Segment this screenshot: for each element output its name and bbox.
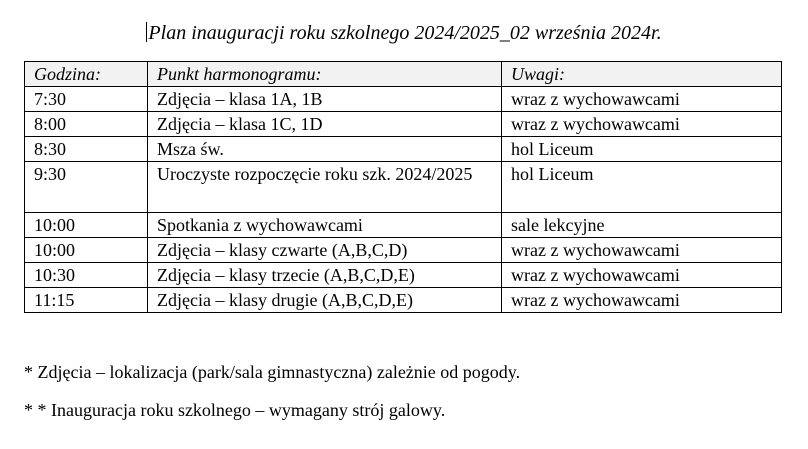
cell-time: 8:00 <box>25 112 148 137</box>
cell-note: hol Liceum <box>502 137 782 162</box>
cell-item: Zdjęcia – klasa 1C, 1D <box>148 112 502 137</box>
cell-time: 7:30 <box>25 87 148 112</box>
cell-time: 9:30 <box>25 162 148 213</box>
table-row <box>25 288 782 313</box>
table-row <box>25 213 782 238</box>
header-time: Godzina: <box>25 62 148 87</box>
cell-time: 10:00 <box>25 238 148 263</box>
table-row <box>25 112 782 137</box>
cell-note: wraz z wychowawcami <box>502 288 782 313</box>
cell-time: 10:30 <box>25 263 148 288</box>
document-title <box>0 19 808 47</box>
cell-item: Spotkania z wychowawcami <box>148 213 502 238</box>
cell-item: Zdjęcia – klasy trzecie (A,B,C,D,E) <box>148 263 502 288</box>
document-title-text: Plan inauguracji roku szkolnego 2024/2025_02 września 2024r. <box>148 22 662 44</box>
cell-time: 11:15 <box>25 288 148 313</box>
cell-note: hol Liceum <box>502 162 782 213</box>
table-row <box>25 87 782 112</box>
footnote-dress-code: * * Inauguracja roku szkolnego – wymagany strój galowy. <box>24 400 446 420</box>
cell-time: 8:30 <box>25 137 148 162</box>
table-header-row <box>25 62 782 87</box>
cell-item: Zdjęcia – klasa 1A, 1B <box>148 87 502 112</box>
schedule-table <box>24 61 782 313</box>
cell-item: Uroczyste rozpoczęcie roku szk. 2024/2025 <box>148 162 502 213</box>
header-notes: Uwagi: <box>502 62 782 87</box>
footnote-photos: * Zdjęcia – lokalizacja (park/sala gimnastyczna) zależnie od pogody. <box>24 362 521 382</box>
cell-note: wraz z wychowawcami <box>502 87 782 112</box>
cell-note: wraz z wychowawcami <box>502 112 782 137</box>
cell-note: wraz z wychowawcami <box>502 263 782 288</box>
table-row <box>25 238 782 263</box>
header-item: Punkt harmonogramu: <box>148 62 502 87</box>
cell-note: wraz z wychowawcami <box>502 238 782 263</box>
cell-item: Msza św. <box>148 137 502 162</box>
cell-note: sale lekcyjne <box>502 213 782 238</box>
cell-item: Zdjęcia – klasy drugie (A,B,C,D,E) <box>148 288 502 313</box>
cell-time: 10:00 <box>25 213 148 238</box>
cell-item: Zdjęcia – klasy czwarte (A,B,C,D) <box>148 238 502 263</box>
table-row <box>25 162 782 213</box>
table-row <box>25 137 782 162</box>
table-row <box>25 263 782 288</box>
